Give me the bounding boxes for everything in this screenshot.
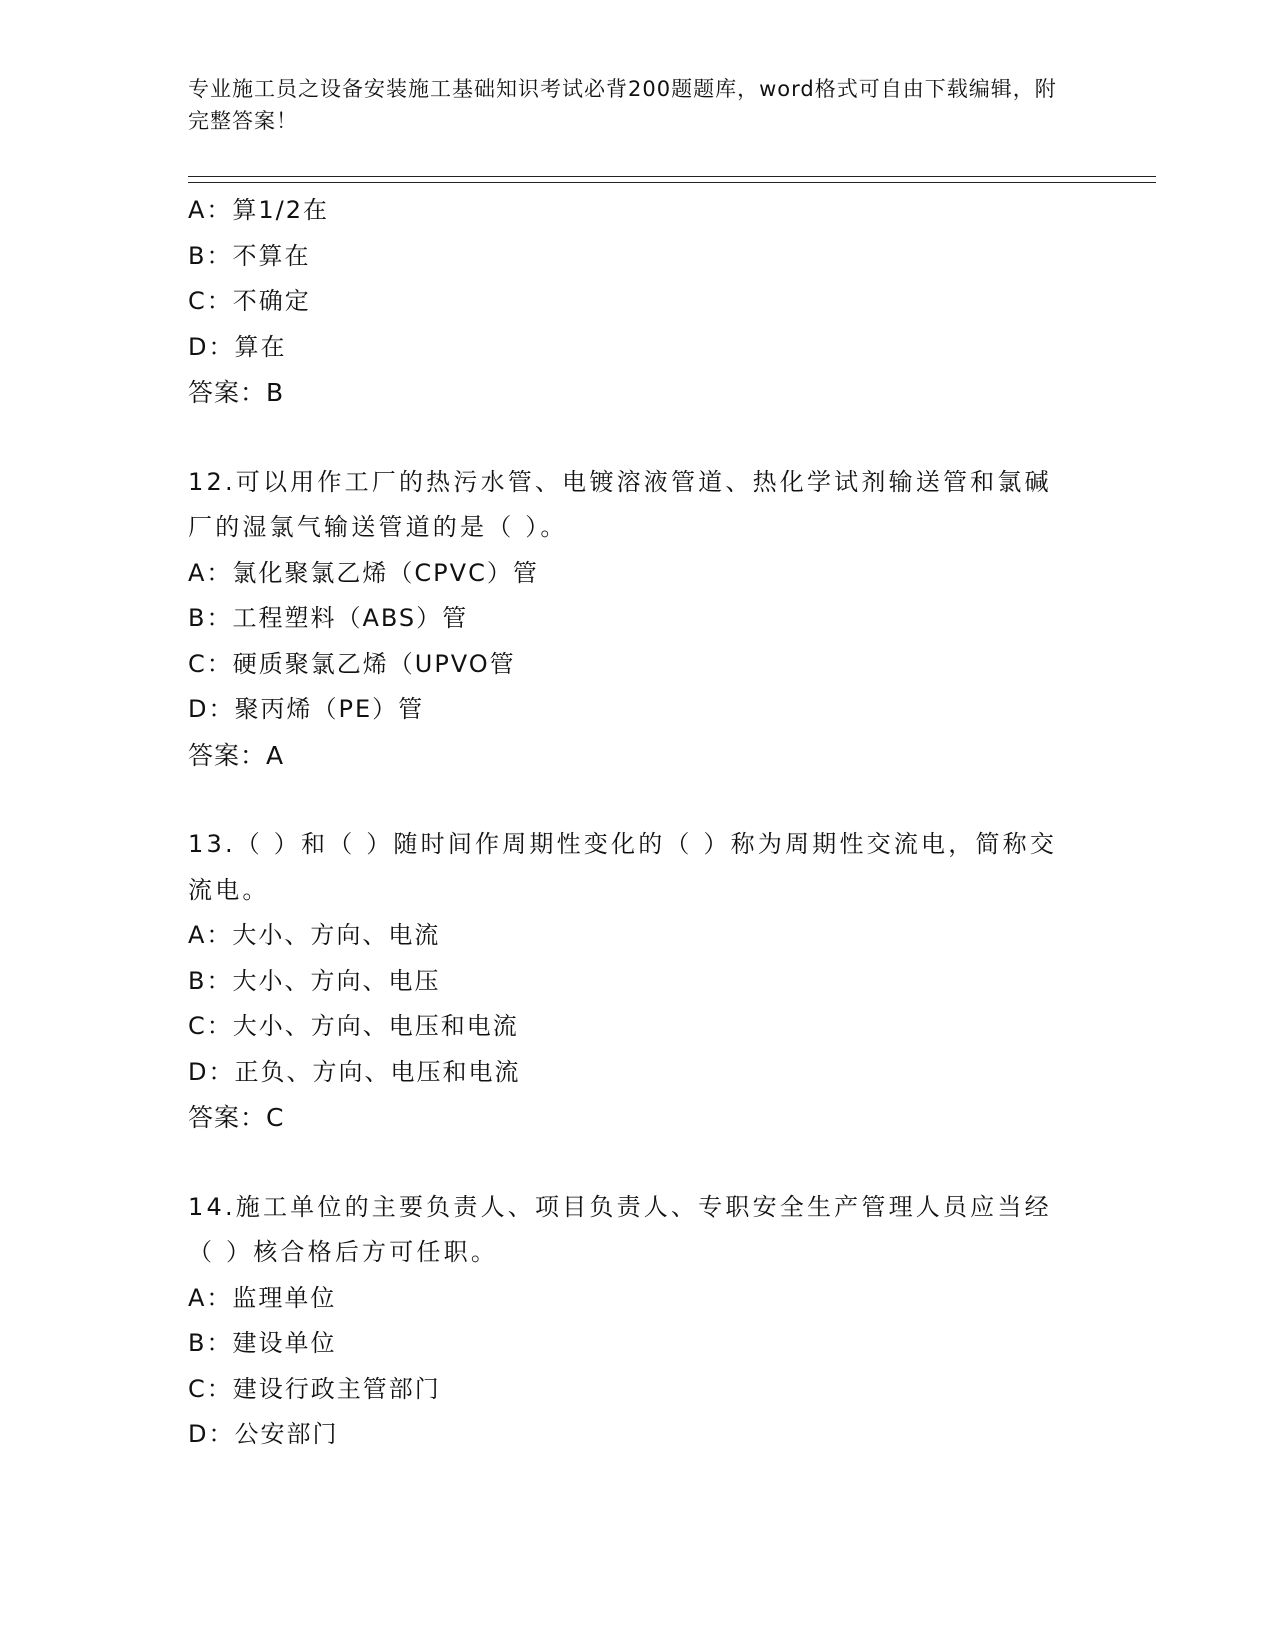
header-rule [188, 176, 1156, 183]
option-b: B：不算在 [188, 241, 311, 270]
option-d: D：聚丙烯（PE）管 [188, 695, 425, 723]
option-d: D：正负、方向、电压和电流 [188, 1057, 521, 1086]
option-a: A：大小、方向、电流 [188, 921, 441, 949]
question-block [188, 188, 1068, 416]
option-c: C：不确定 [188, 287, 311, 315]
option-c: C：建设行政主管部门 [188, 1374, 441, 1403]
option-c: C：硬质聚氯乙烯（UPVO管 [188, 649, 516, 678]
option-b: B：建设单位 [188, 1329, 337, 1357]
option-a: A：氯化聚氯乙烯（CPVC）管 [188, 558, 539, 587]
answer-line: 答案：C [188, 1103, 285, 1132]
question-list [188, 188, 1068, 1458]
question-stem: 14.施工单位的主要负责人、项目负责人、专职安全生产管理人员应当经（ ）核合格后方可任职。 [188, 1192, 1052, 1266]
question-stem: 12.可以用作工厂的热污水管、电镀溶液管道、热化学试剂输送管和氯碱厂的湿氯气输送管道的是（ ）。 [188, 467, 1052, 541]
option-c: C：大小、方向、电压和电流 [188, 1012, 519, 1040]
option-a: A：算1/2在 [188, 196, 330, 224]
page-header: 专业施工员之设备安装施工基础知识考试必背200题题库，word格式可自由下载编辑，附完整答案！ [188, 77, 1057, 133]
answer-line: 答案：B [188, 378, 285, 407]
option-d: D：公安部门 [188, 1420, 339, 1448]
question-stem: 13.（ ）和（ ）随时间作周期性变化的（ ）称为周期性交流电，简称交流电。 [188, 830, 1058, 904]
question-block [188, 822, 1068, 1141]
answer-line: 答案：A [188, 740, 285, 770]
question-block [188, 1185, 1068, 1458]
option-a: A：监理单位 [188, 1283, 337, 1312]
option-b: B：工程塑料（ABS）管 [188, 604, 469, 632]
option-b: B：大小、方向、电压 [188, 966, 441, 995]
option-d: D：算在 [188, 332, 287, 361]
question-block [188, 460, 1068, 779]
